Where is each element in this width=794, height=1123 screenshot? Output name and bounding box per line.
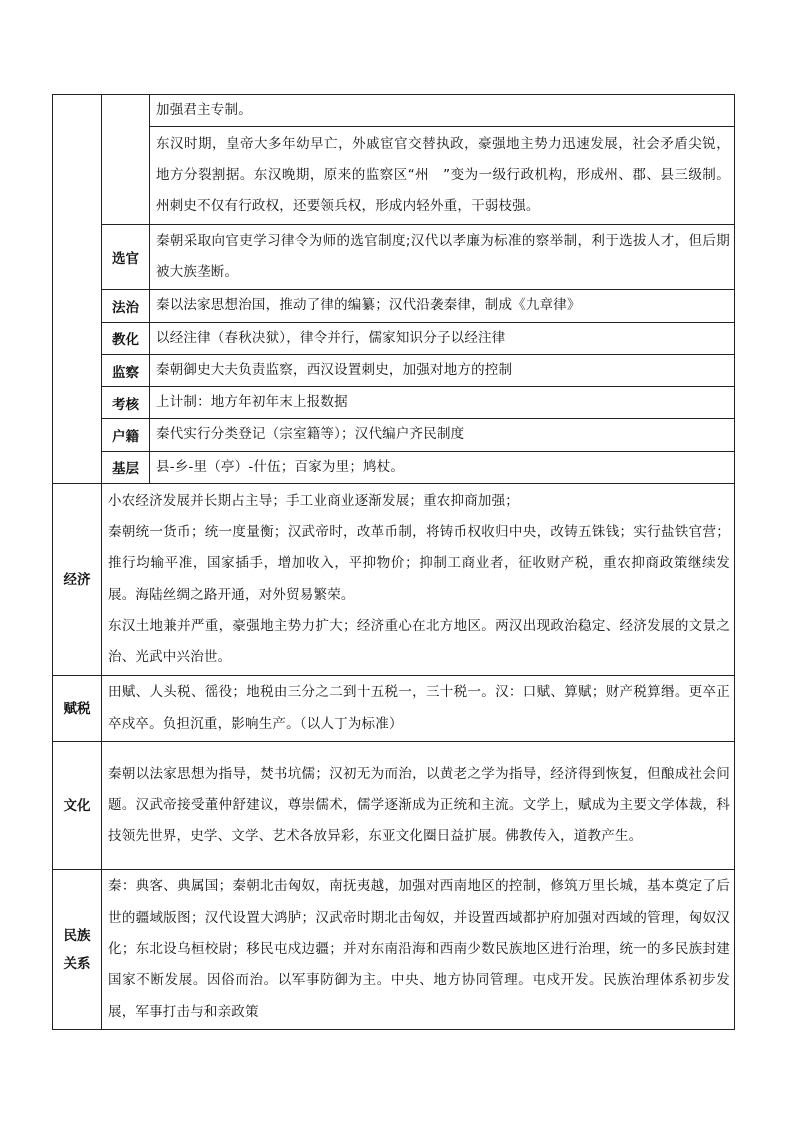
ethnic-label-line-1: 民族 bbox=[63, 927, 91, 944]
tax-text: 田赋、人头税、徭役；地税由三分之二到十五税一，三十税一。汉：口赋、算赋；财产税算缗。更卒正卒戍卒。负担沉重，影响生产。（以人丁为标准） bbox=[102, 676, 735, 742]
table-row bbox=[53, 387, 735, 419]
row-text-supervision: 秦朝御史大夫负责监察，西汉设置刺史，加强对地方的控制 bbox=[150, 354, 735, 386]
row-text-law: 秦以法家思想治国，推动了律的编纂；汉代沿袭秦律，制成《九章律》 bbox=[150, 290, 735, 322]
tax-label: 赋税 bbox=[53, 676, 102, 742]
row-text-assessment: 上计制：地方年初年末上报数据 bbox=[150, 387, 735, 419]
politics-continued-line-2: 东汉时期，皇帝大多年幼早亡，外戚宦官交替执政，豪强地主势力迅速发展，社会矛盾尖锐，地方分裂割据。东汉晚期，原来的监察区“州 ”变为一级行政机构，形成州、郡、县三级制。州刺史不仅有行政权，还要领兵权，形成内轻外重，干弱枝强。 bbox=[150, 127, 735, 225]
table-row bbox=[53, 225, 735, 290]
politics-continued-line-1: 加强君主专制。 bbox=[150, 95, 735, 127]
table-row bbox=[53, 676, 735, 742]
economy-paragraph: 小农经济发展并长期占主导；手工业商业逐渐发展；重农抑商加强； bbox=[108, 492, 519, 509]
table-row bbox=[53, 290, 735, 322]
table-row bbox=[53, 419, 735, 451]
row-text-selection: 秦朝采取向官吏学习律令为师的选官制度;汉代以孝廉为标准的察举制，利于选拔人才，但后期被大族垄断。 bbox=[150, 225, 735, 290]
economy-label: 经济 bbox=[53, 484, 102, 676]
economy-paragraph: 秦朝统一货币；统一度量衡；汉武帝时，改革币制，将铸币权收归中央，改铸五铢钱；实行盐铁官营；推行均输平准，国家插手，增加收入，平抑物价；抑制工商业者，征收财产税，重农抑商政策继续发展。海陆丝绸之路开通，对外贸易繁荣。 bbox=[108, 523, 730, 603]
row-label-supervision: 监察 bbox=[102, 354, 150, 386]
politics-subcategory-cell bbox=[102, 95, 150, 225]
row-label-household: 户籍 bbox=[102, 419, 150, 451]
table-row bbox=[53, 484, 735, 676]
row-label-grassroots: 基层 bbox=[102, 451, 150, 483]
economy-paragraph: 东汉土地兼并严重，豪强地主势力扩大；经济重心在北方地区。两汉出现政治稳定、经济发展的文景之治、光武中兴治世。 bbox=[108, 617, 730, 666]
table-row bbox=[53, 870, 735, 1030]
row-label-education: 教化 bbox=[102, 322, 150, 354]
table-row bbox=[53, 451, 735, 483]
ethnic-relations-label bbox=[53, 870, 102, 1030]
table-row bbox=[53, 95, 735, 127]
row-text-education: 以经注律（春秋决狱），律令并行，儒家知识分子以经注律 bbox=[150, 322, 735, 354]
history-summary-table bbox=[52, 94, 735, 1030]
culture-text: 秦朝以法家思想为指导，焚书坑儒；汉初无为而治，以黄老之学为指导，经济得到恢复，但酿成社会问题。汉武帝接受董仲舒建议，尊崇儒术，儒学逐渐成为正统和主流。文学上，赋成为主要文学体裁，科技领先世界，史学、文学、艺术各放异彩，东亚文化圈日益扩展。佛教传入，道教产生。 bbox=[102, 742, 735, 870]
table-row bbox=[53, 127, 735, 225]
economy-text bbox=[102, 484, 735, 676]
ethnic-label-line-2: 关系 bbox=[63, 955, 91, 972]
row-label-assessment: 考核 bbox=[102, 387, 150, 419]
row-label-law: 法治 bbox=[102, 290, 150, 322]
culture-label: 文化 bbox=[53, 742, 102, 870]
ethnic-relations-text: 秦：典客、典属国；秦朝北击匈奴，南抚夷越，加强对西南地区的控制，修筑万里长城，基本奠定了后世的疆域版图；汉代设置大鸿胪；汉武帝时期北击匈奴，并设置西域都护府加强对西域的管理，匈奴汉化；东北设乌桓校尉；移民屯戍边疆；并对东南沿海和西南少数民族地区进行治理，统一的多民族封建国家不断发展。因俗而治。以军事防御为主。中央、地方协同管理。屯戍开发。民族治理体系初步发展，军事打击与和亲政策 bbox=[102, 870, 735, 1030]
table-row bbox=[53, 322, 735, 354]
row-text-household: 秦代实行分类登记（宗室籍等）；汉代编户齐民制度 bbox=[150, 419, 735, 451]
table-row bbox=[53, 354, 735, 386]
politics-category-cell bbox=[53, 95, 102, 484]
row-text-grassroots: 县-乡-里（亭）-什伍；百家为里；鸠杖。 bbox=[150, 451, 735, 483]
table-row bbox=[53, 742, 735, 870]
row-label-selection: 选官 bbox=[102, 225, 150, 290]
